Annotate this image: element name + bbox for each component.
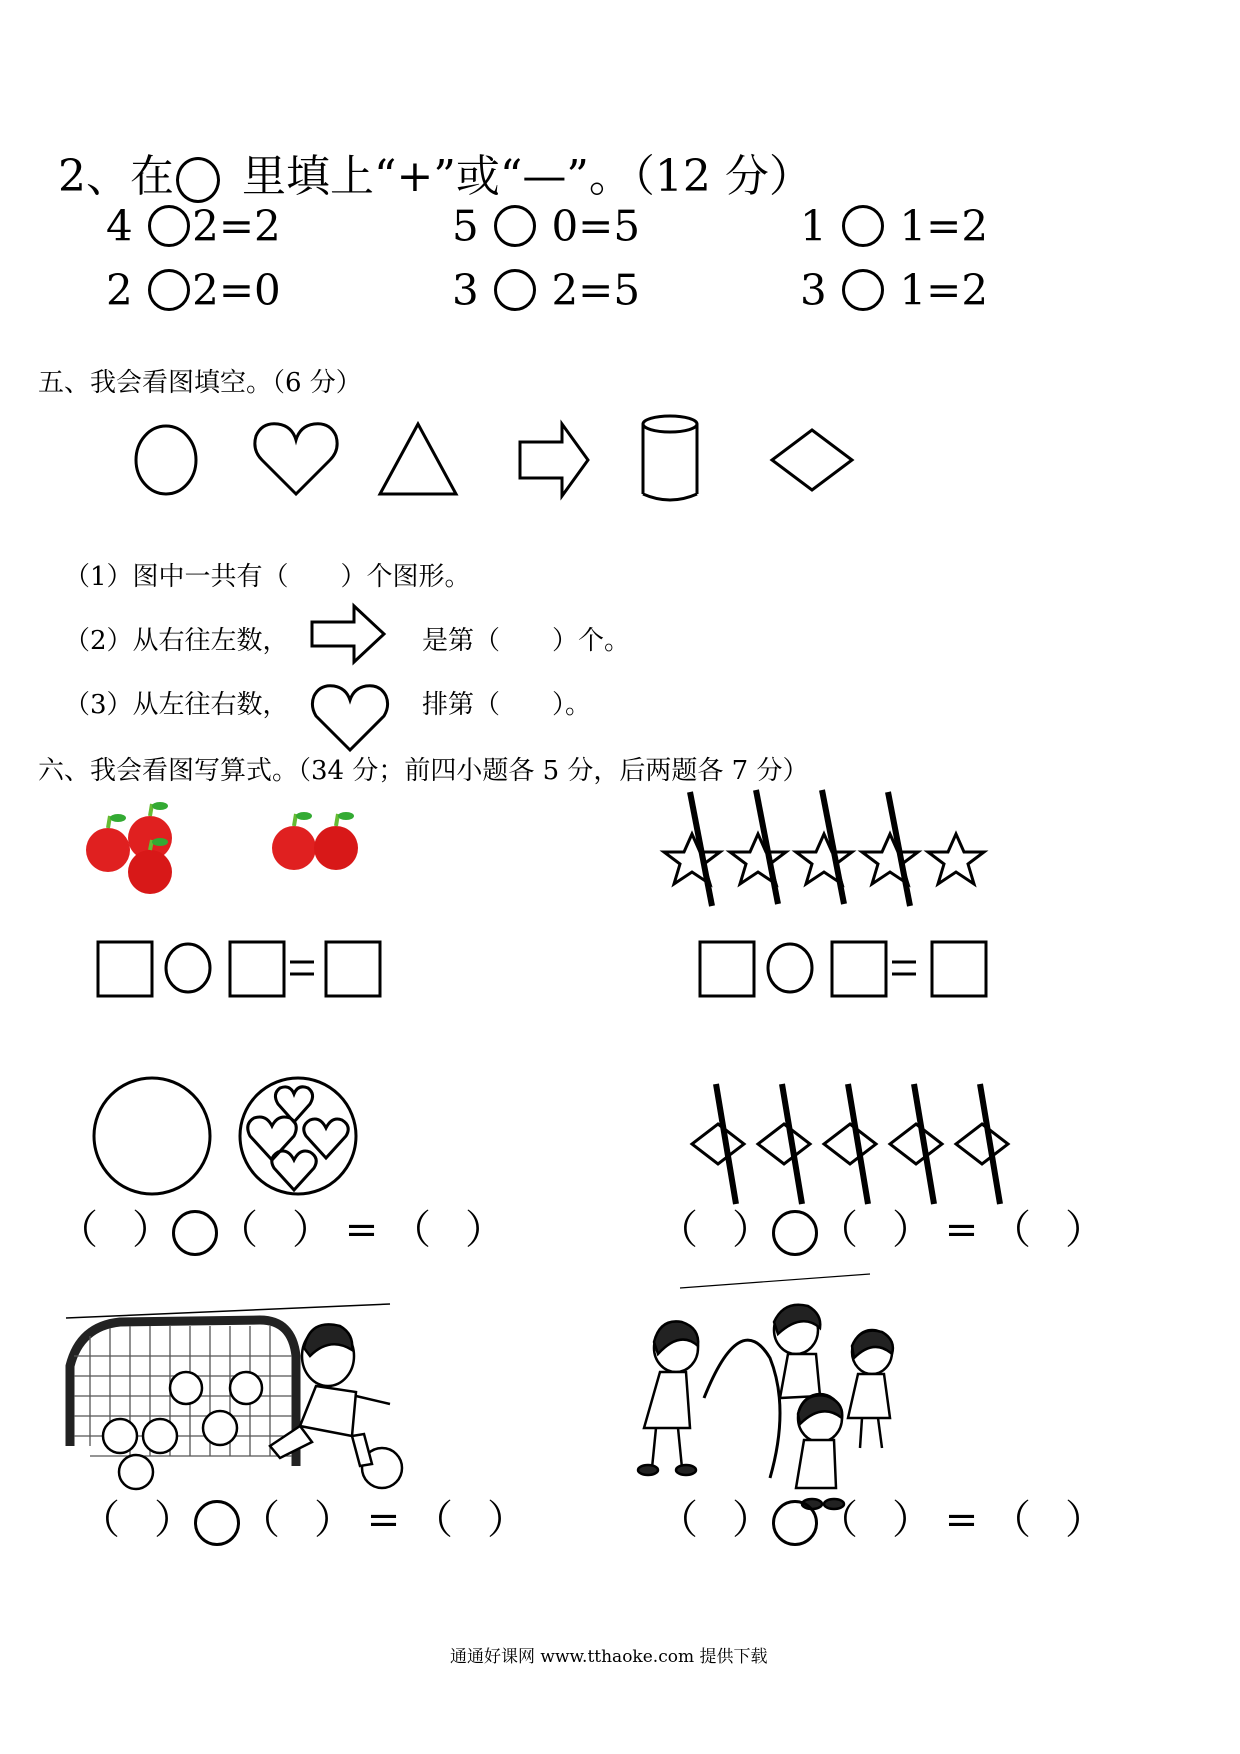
q2-number: 2、在 bbox=[58, 151, 174, 202]
stars-picture bbox=[660, 780, 1000, 910]
diamonds-picture bbox=[690, 1080, 1030, 1210]
answer-box bbox=[932, 942, 986, 996]
answer-box bbox=[230, 942, 284, 996]
apple-icon bbox=[86, 814, 130, 872]
diamond-icon bbox=[692, 1124, 744, 1164]
soccer-ball-icon bbox=[203, 1411, 237, 1445]
operator-circle[interactable] bbox=[772, 1500, 818, 1546]
q2-instruction: 里填上“+”或“—”。（12 分） bbox=[242, 151, 813, 202]
diamond-icon bbox=[956, 1124, 1008, 1164]
star-icon bbox=[928, 834, 984, 884]
section5-q2-after: 是第（ ）个。 bbox=[422, 626, 631, 656]
apple-icon bbox=[272, 812, 316, 870]
star-icon bbox=[664, 834, 720, 884]
blank-circle[interactable] bbox=[494, 269, 536, 311]
soccer-ball-icon bbox=[230, 1372, 262, 1404]
diamond-icon bbox=[824, 1124, 876, 1164]
soccer-ball-icon bbox=[170, 1372, 202, 1404]
girl-jumping-icon bbox=[774, 1305, 820, 1398]
star-icon bbox=[730, 834, 786, 884]
section5-q3-before: （3）从左往右数， bbox=[64, 690, 289, 720]
cylinder-icon bbox=[643, 416, 697, 500]
blank-circle[interactable] bbox=[176, 157, 220, 203]
paren-equation-5: （ ） （ ） = （ ） bbox=[80, 1488, 527, 1546]
equation-6: 3 1=2 bbox=[800, 265, 989, 315]
footer-credit: 通通好课网 www.tthaoke.com 提供下载 bbox=[450, 1647, 768, 1667]
jump-rope-picture bbox=[620, 1268, 930, 1518]
heart-icon bbox=[310, 682, 392, 754]
girl-left-icon bbox=[638, 1321, 698, 1475]
soccer-ball-icon bbox=[143, 1419, 177, 1453]
arrow-right-icon bbox=[520, 424, 588, 496]
diamond-icon bbox=[758, 1124, 810, 1164]
paren-equation-6: （ ） （ ） = （ ） bbox=[658, 1488, 1105, 1546]
operator-circle[interactable] bbox=[194, 1500, 240, 1546]
star-icon bbox=[862, 834, 918, 884]
shapes-row bbox=[0, 410, 1240, 520]
blank-circle[interactable] bbox=[842, 205, 884, 247]
heart-icon bbox=[272, 1151, 317, 1190]
answer-box bbox=[832, 942, 886, 996]
operator-circle[interactable] bbox=[772, 1210, 818, 1256]
section5-q2-before: （2）从右往左数， bbox=[64, 626, 289, 656]
box-equation-1 bbox=[96, 938, 396, 1000]
section5-q1: （1）图中一共有（ ）个图形。 bbox=[64, 562, 471, 592]
apples-picture bbox=[80, 800, 380, 900]
box-equation-2 bbox=[698, 938, 998, 1000]
equation-5: 3 2=5 bbox=[452, 265, 641, 315]
equation-2: 5 0=5 bbox=[452, 201, 641, 251]
operator-circle[interactable] bbox=[172, 1210, 218, 1256]
blank-circle[interactable] bbox=[842, 269, 884, 311]
section5-title: 五、我会看图填空。（6 分） bbox=[38, 368, 362, 398]
answer-box bbox=[700, 942, 754, 996]
answer-box bbox=[98, 942, 152, 996]
empty-oval bbox=[94, 1078, 210, 1194]
apple-icon bbox=[314, 812, 358, 870]
equation-1: 4 2=2 bbox=[106, 201, 281, 251]
diamond-icon bbox=[890, 1124, 942, 1164]
answer-box bbox=[326, 942, 380, 996]
equation-3: 1 1=2 bbox=[800, 201, 989, 251]
paren-equation-3: （ ） （ ） = （ ） bbox=[58, 1198, 505, 1256]
star-icon bbox=[796, 834, 852, 884]
soccer-picture bbox=[60, 1296, 410, 1506]
girl-right-icon bbox=[848, 1330, 893, 1448]
operator-circle bbox=[166, 944, 210, 992]
equation-4: 2 2=0 bbox=[106, 265, 281, 315]
diamond-icon bbox=[772, 430, 852, 490]
section6-title: 六、我会看图写算式。（34 分；前四小题各 5 分，后两题各 7 分） bbox=[38, 756, 809, 786]
triangle-icon bbox=[380, 424, 456, 494]
heart-icon bbox=[255, 424, 337, 494]
soccer-ball-icon bbox=[119, 1455, 153, 1489]
boy-kicking-icon bbox=[270, 1324, 390, 1466]
operator-circle bbox=[768, 944, 812, 992]
jump-rope bbox=[704, 1340, 780, 1478]
cross-out-marks bbox=[690, 790, 910, 906]
blank-circle[interactable] bbox=[494, 205, 536, 247]
hearts-oval bbox=[240, 1078, 356, 1194]
soccer-ball-icon bbox=[103, 1419, 137, 1453]
section5-q3-after: 排第（ ）。 bbox=[422, 690, 592, 720]
arrow-right-icon bbox=[310, 604, 390, 666]
circle-icon bbox=[136, 426, 196, 494]
q2-heading bbox=[58, 140, 813, 204]
blank-circle[interactable] bbox=[148, 205, 190, 247]
paren-equation-4: （ ） （ ） = （ ） bbox=[658, 1198, 1105, 1256]
blank-circle[interactable] bbox=[148, 269, 190, 311]
